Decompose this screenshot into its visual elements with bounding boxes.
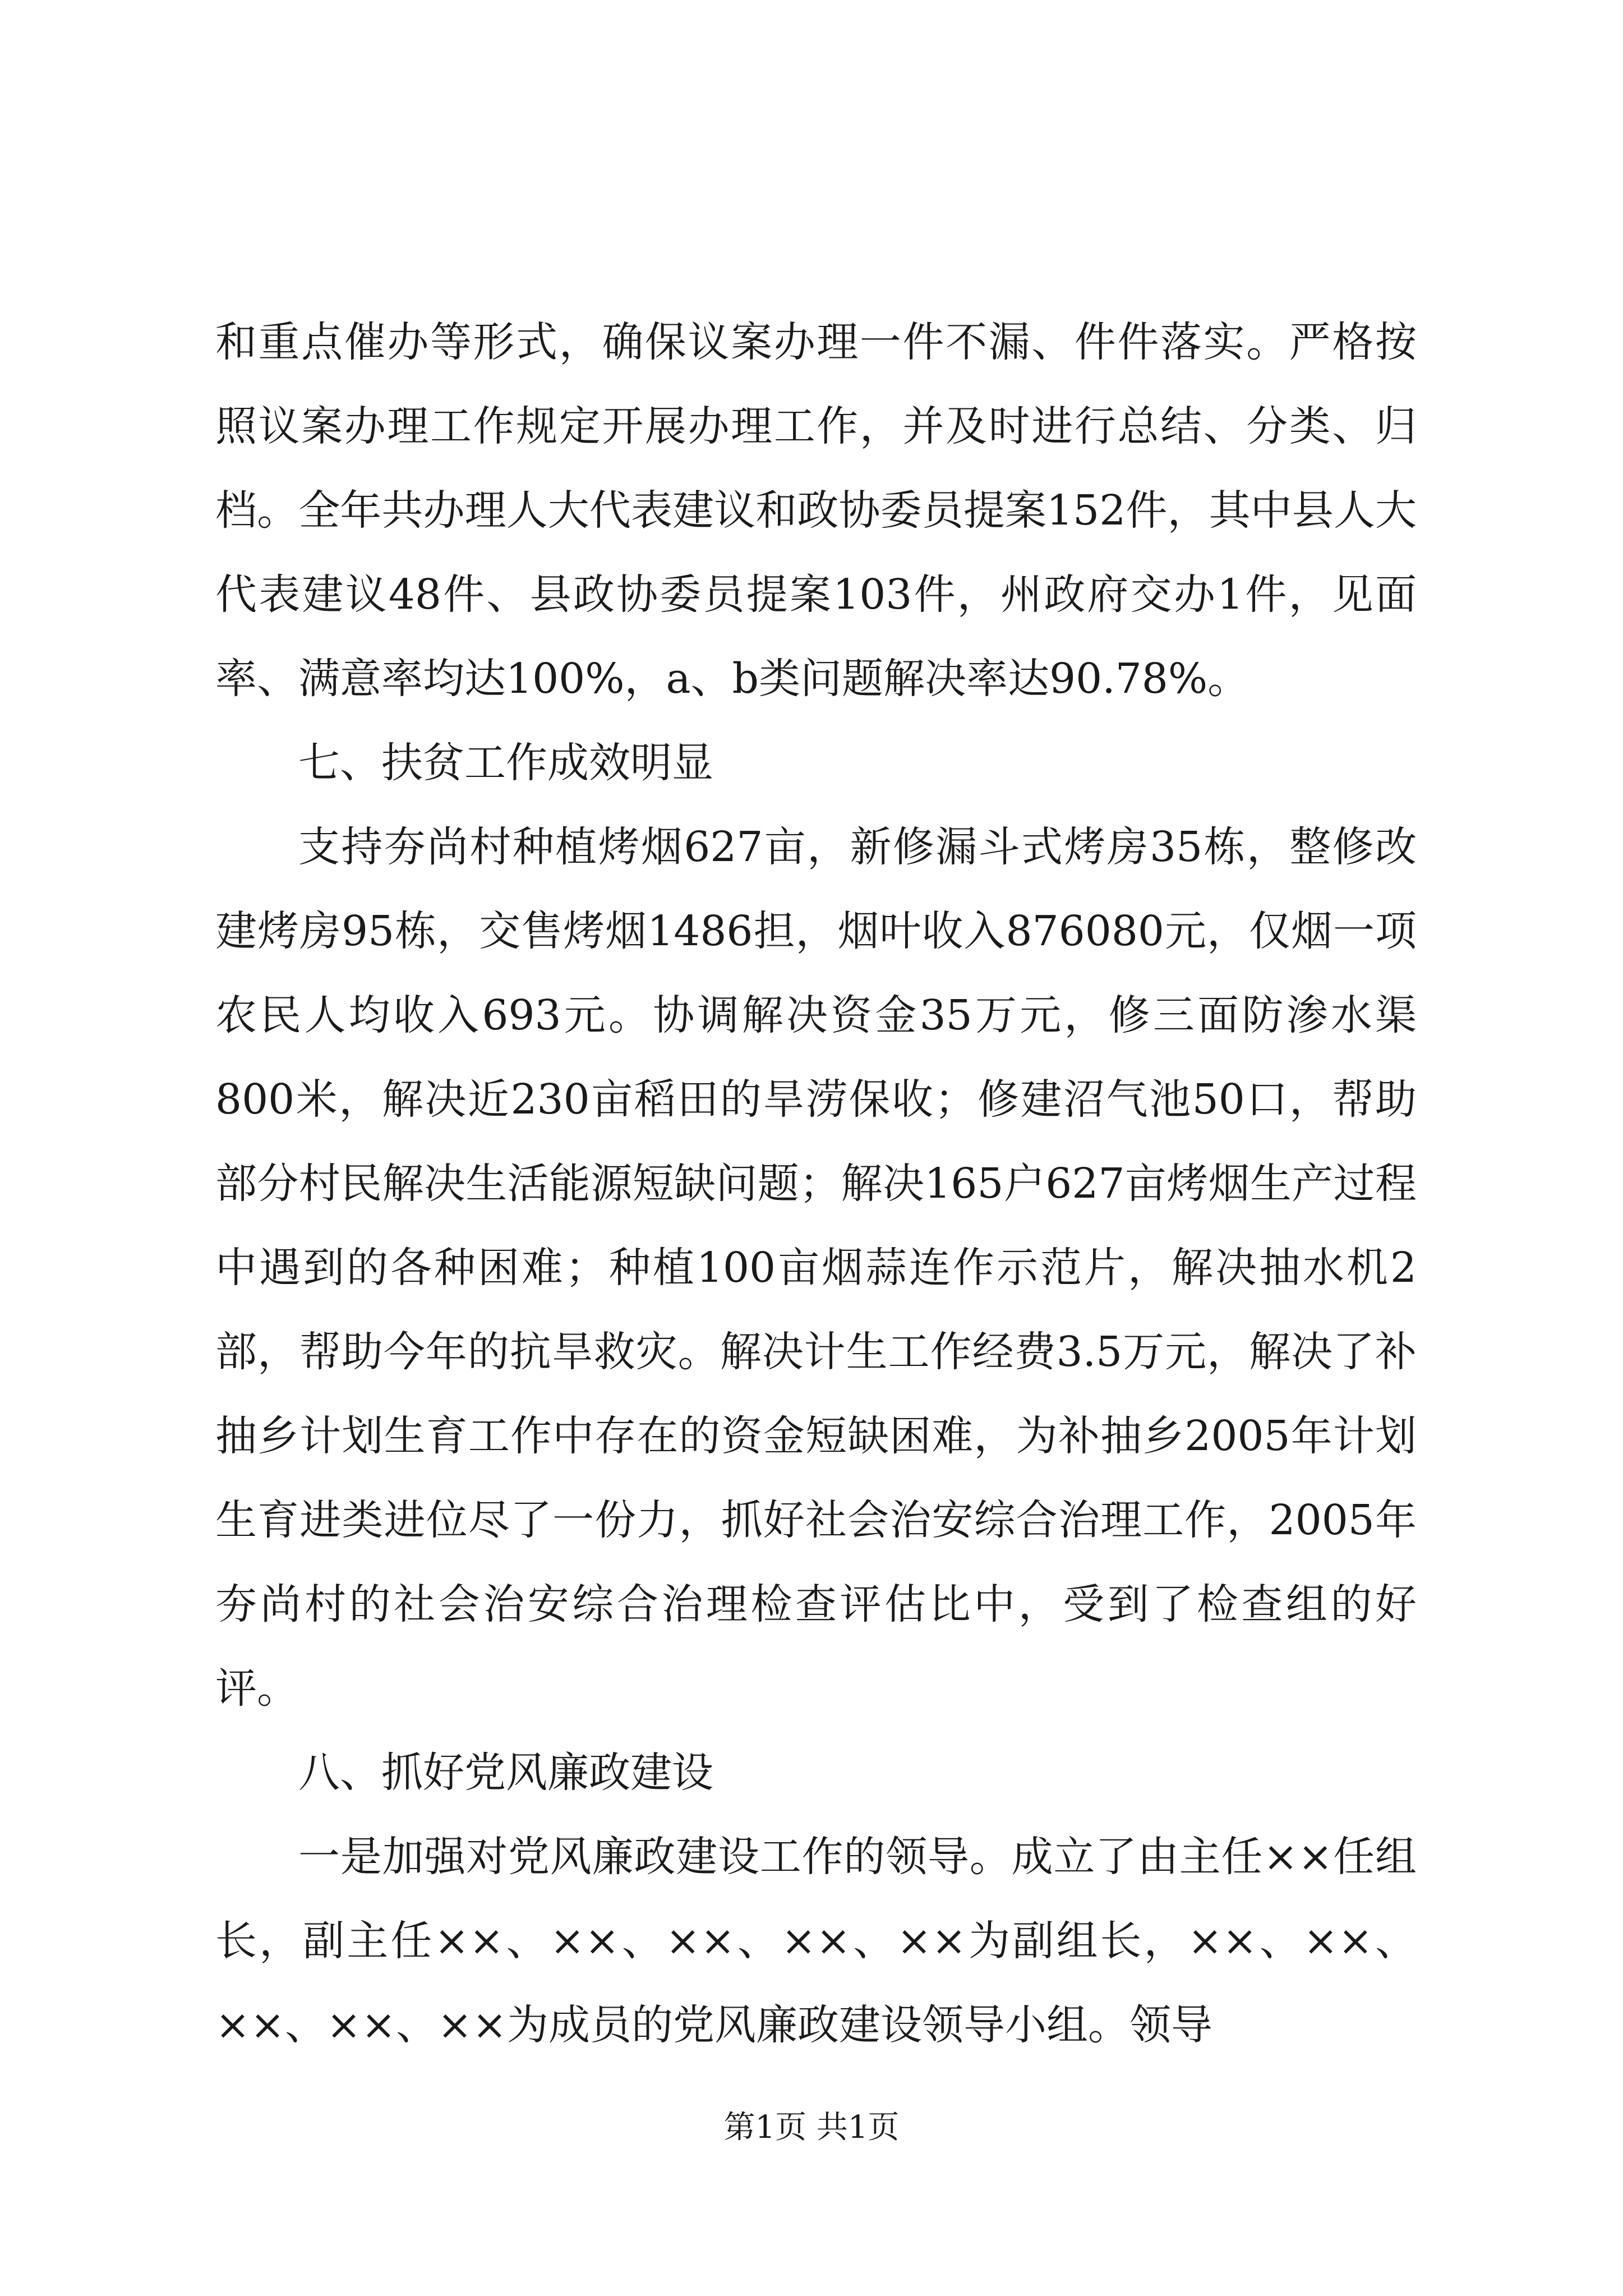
section-heading-party-integrity: 八、抓好党风廉政建设 [298, 1749, 713, 1797]
page-footer: 第1页 共1页 [723, 2109, 900, 2146]
paragraph-proposal-handling: 和重点催办等形式，确保议案办理一件不漏、件件落实。严格按照议案办理工作规定开展办理工作，并及时进行总结、分类、归档。全年共办理人大代表建议和政协委员提案152件，其中县人大代表建议48件、县政协委员提案103件，州政府交办1件，见面率、满意率均达100%，a、b类问题解决率达90.78%。 [215, 318, 1417, 703]
section-heading-poverty-alleviation: 七、扶贫工作成效明显 [298, 739, 713, 787]
paragraph-poverty-alleviation: 支持夯尚村种植烤烟627亩，新修漏斗式烤房35栋，整修改建烤房95栋，交售烤烟1486担，烟叶收入876080元，仅烟一项农民人均收入693元。协调解决资金35万元，修三面防渗水渠800米，解决近230亩稻田的旱涝保收；修建沼气池50口，帮助部分村民解决生活能源短缺问题；解决165户627亩烤烟生产过程中遇到的各种困难；种植100亩烟蒜连作示范片，解决抽水机2部，帮助今年的抗旱救灾。解决计生工作经费3.5万元，解决了补抽乡计划生育工作中存在的资金短缺困难，为补抽乡2005年计划生育进类进位尽了一份力，抓好社会治安综合治理工作，2005年夯尚村的社会治安综合治理检查评估比中，受到了检查组的好评。 [215, 823, 1417, 1713]
paragraph-party-integrity: 一是加强对党风廉政建设工作的领导。成立了由主任××任组长，副主任××、××、××、××、××为副组长，××、××、××、××、××为成员的党风廉政建设领导小组。领导 [215, 1833, 1417, 2049]
document-body [215, 300, 1417, 2067]
